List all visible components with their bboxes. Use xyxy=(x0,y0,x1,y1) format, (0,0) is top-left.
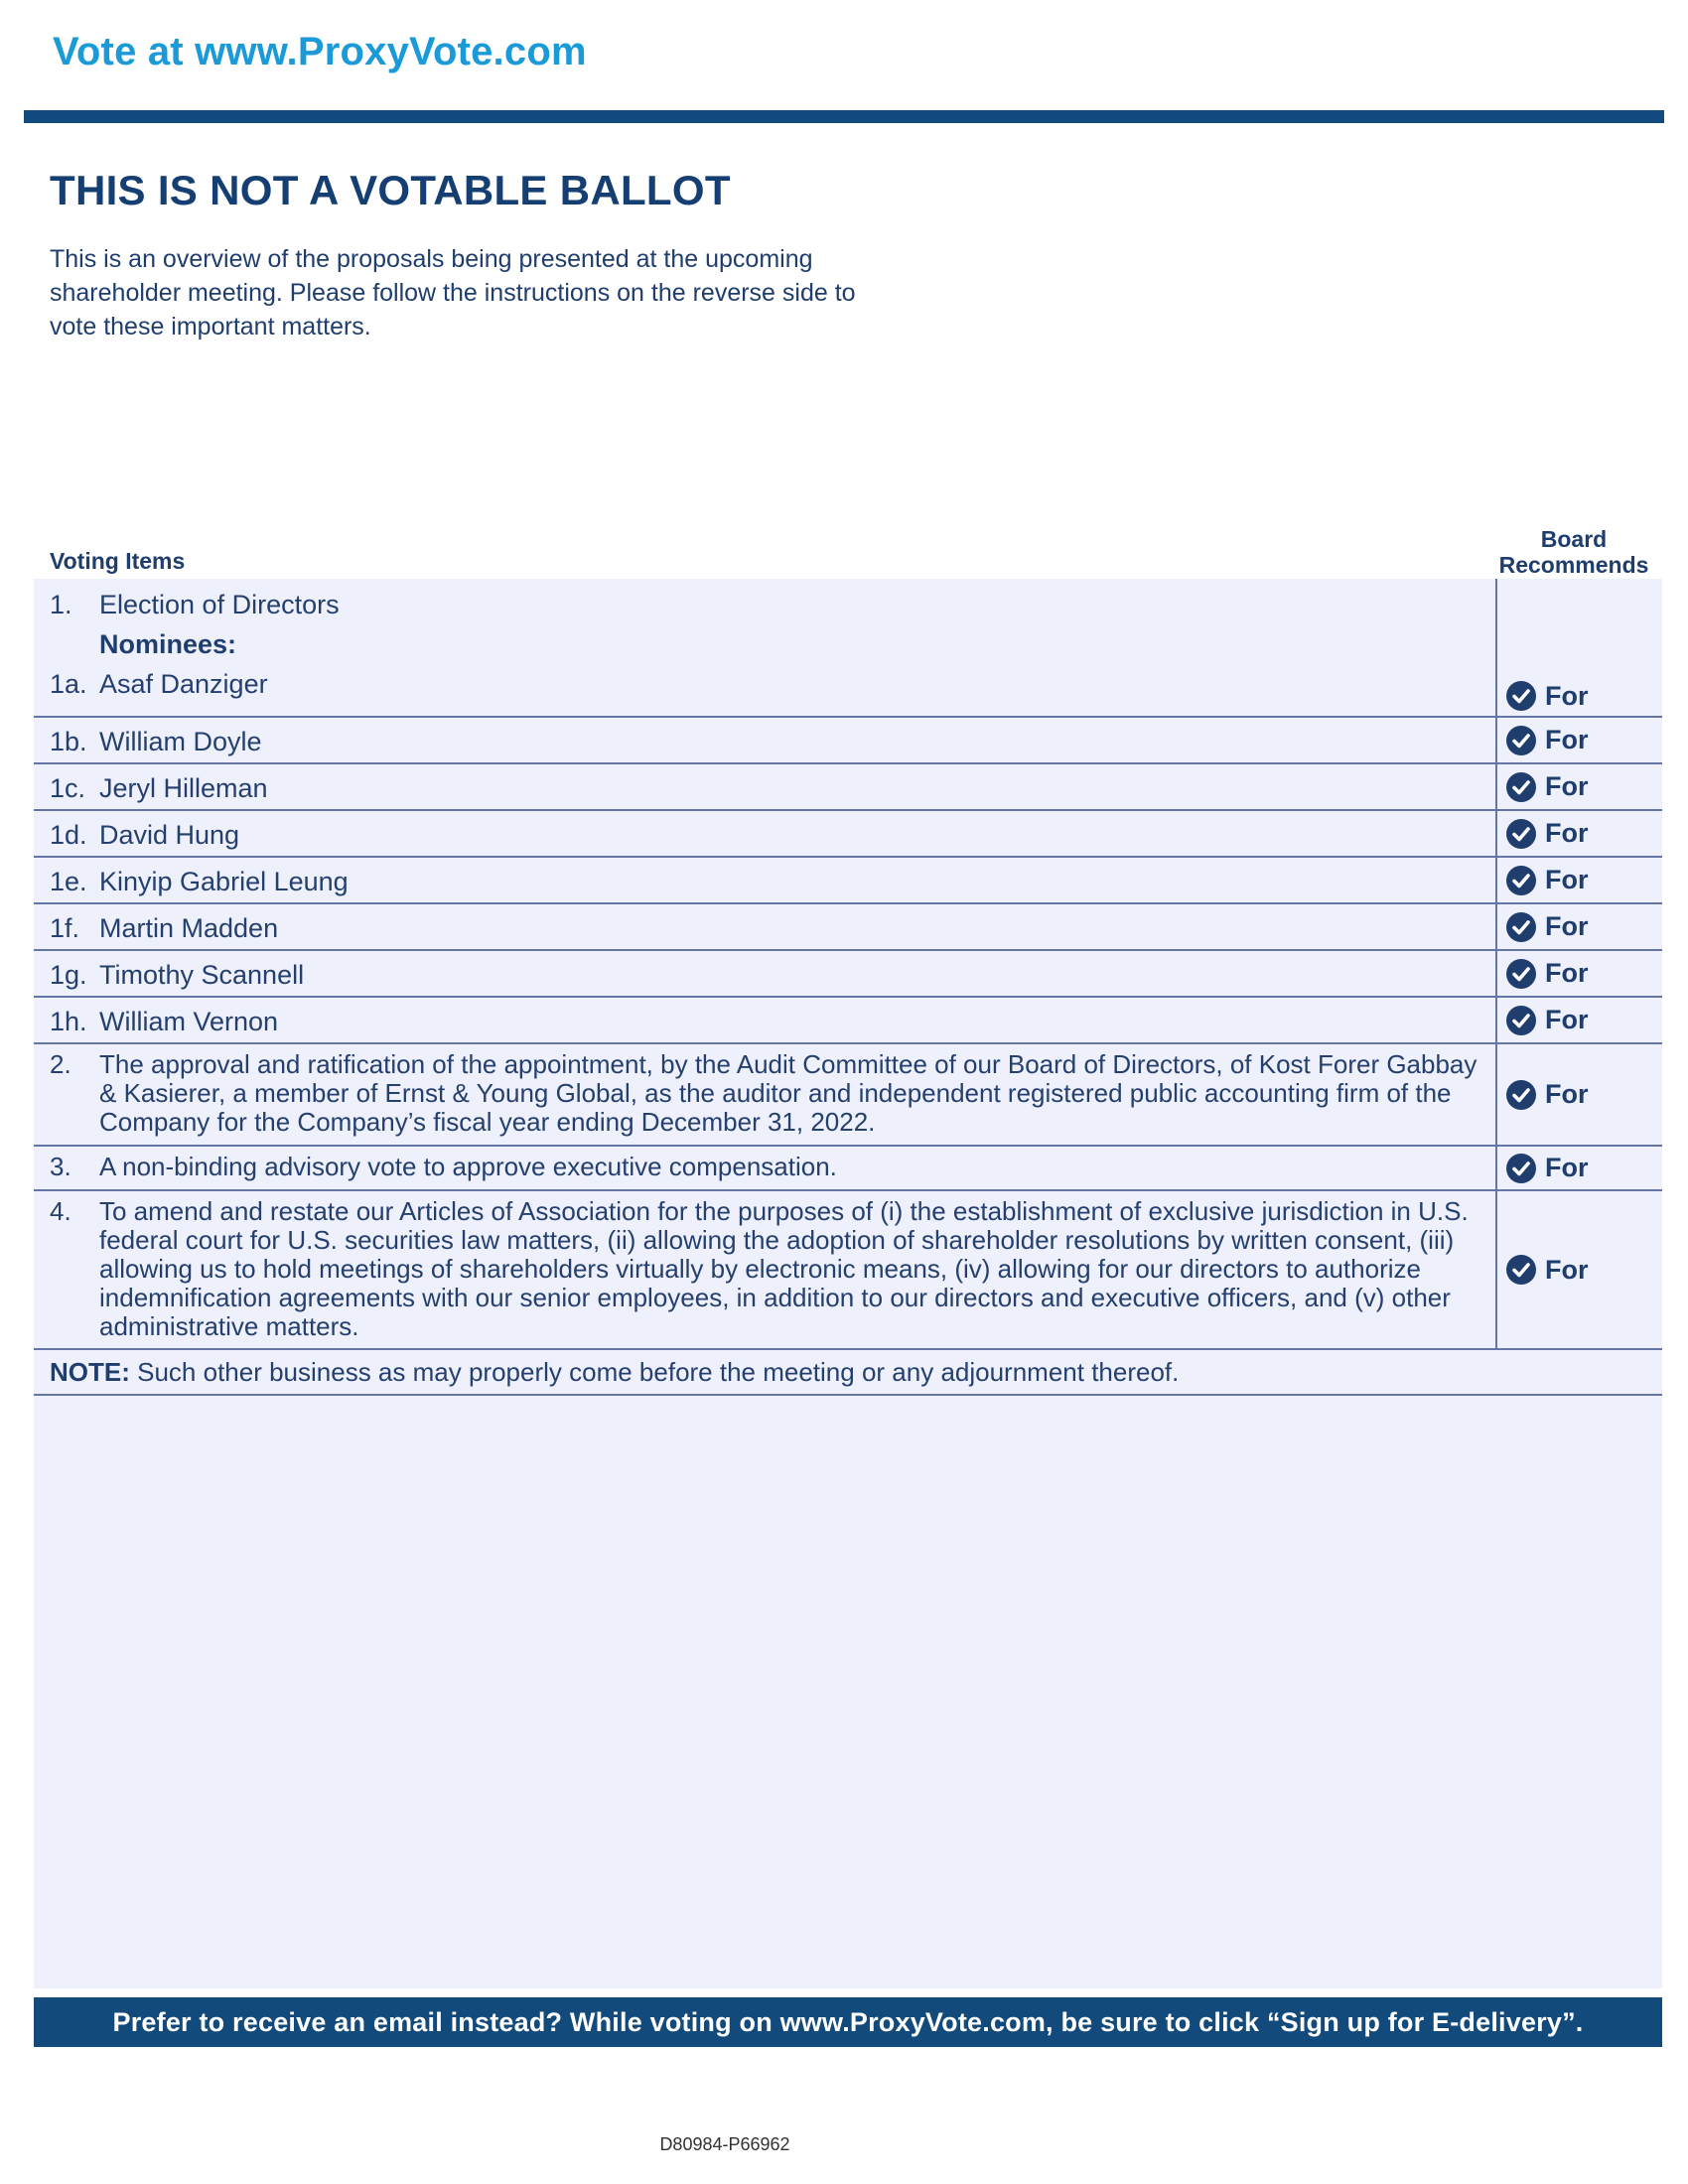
board-recommendation xyxy=(1505,911,1589,943)
page-title: THIS IS NOT A VOTABLE BALLOT xyxy=(50,167,731,213)
check-circle-icon xyxy=(1505,680,1537,712)
proposal-row xyxy=(34,1147,1662,1191)
nominee-row xyxy=(34,718,1662,764)
proposal-row xyxy=(34,1191,1662,1350)
nominee-row xyxy=(34,811,1662,858)
board-recommendation xyxy=(1505,1079,1589,1111)
recommendation-label: For xyxy=(1545,1079,1589,1109)
nominee-number: 1b. xyxy=(50,727,87,756)
e-delivery-banner: Prefer to receive an email instead? While voting on www.ProxyVote.com, be sure to click “Sign up for E-delivery”. xyxy=(34,1997,1662,2047)
voting-items-header: Voting Items xyxy=(50,548,186,574)
nominee-number: 1h. xyxy=(50,1007,87,1036)
board-header-line1: Board xyxy=(1540,526,1608,552)
recommendation-label: For xyxy=(1545,725,1589,754)
nominee-number: 1c. xyxy=(50,773,86,803)
nominee-name: Asaf Danziger xyxy=(99,669,268,699)
nominee-row xyxy=(34,998,1662,1044)
recommendation-label: For xyxy=(1545,818,1589,848)
proposal-text: To amend and restate our Articles of Association for the purposes of (i) the establishment of exclusive jurisdiction in U.S. federal court for U.S. securities law matters, (ii) allowing the adoption of shareholder resolutions by written consent, (iii) allowing us to hold meetings of shareholders virtually by electronic means, (iv) allowing for our directors to authorize indemnification agreements with our senior employees, in addition to our directors and executive officers, and (v) other administrative matters. xyxy=(99,1196,1469,1341)
nominee-row xyxy=(34,858,1662,904)
board-recommendation xyxy=(1505,958,1589,990)
board-recommendation xyxy=(1505,680,1589,712)
check-circle-icon xyxy=(1505,771,1537,803)
nominee-row xyxy=(34,904,1662,951)
nominee-row xyxy=(34,764,1662,811)
check-circle-icon xyxy=(1505,1153,1537,1184)
recommendation-label: For xyxy=(1545,1153,1589,1182)
proposal-row xyxy=(34,1044,1662,1147)
nominees-label: Nominees: xyxy=(99,629,237,659)
intro-text: This is an overview of the proposals being presented at the upcoming shareholder meeting. Please follow the instructions on the reverse side to vote these important matters. xyxy=(50,245,856,341)
nominee-name: William Doyle xyxy=(99,727,262,756)
item-number: 2. xyxy=(50,1049,71,1079)
proposal-text: A non-binding advisory vote to approve executive compensation. xyxy=(99,1152,837,1181)
election-row xyxy=(34,579,1662,718)
recommendation-label: For xyxy=(1545,771,1589,801)
recommendation-label: For xyxy=(1545,680,1589,711)
recommendation-label: For xyxy=(1545,1254,1589,1285)
nominee-number: 1g. xyxy=(50,960,87,990)
check-circle-icon xyxy=(1505,958,1537,990)
nominee-name: David Hung xyxy=(99,820,240,850)
recommendation-label: For xyxy=(1545,865,1589,894)
nominee-name: William Vernon xyxy=(99,1007,279,1036)
check-circle-icon xyxy=(1505,865,1537,896)
board-recommends-header xyxy=(1494,526,1653,578)
recommendation-label: For xyxy=(1545,911,1589,941)
item-number: 1. xyxy=(50,590,72,619)
board-header-line2: Recommends xyxy=(1498,552,1649,578)
nominee-row xyxy=(34,951,1662,998)
nominee-name: Timothy Scannell xyxy=(99,960,305,990)
note-row xyxy=(34,1350,1662,1396)
board-recommendation xyxy=(1505,1254,1589,1286)
check-circle-icon xyxy=(1505,818,1537,850)
document-id: D80984-P66962 xyxy=(659,2134,790,2154)
note-text: Such other business as may properly come before the meeting or any adjournment thereof. xyxy=(137,1357,1180,1387)
nominee-number: 1a. xyxy=(50,669,87,699)
check-circle-icon xyxy=(1505,1079,1537,1111)
board-recommendation xyxy=(1505,1153,1589,1184)
check-circle-icon xyxy=(1505,725,1537,756)
board-recommendation xyxy=(1505,1005,1589,1036)
check-circle-icon xyxy=(1505,1254,1537,1286)
item-text: Election of Directors xyxy=(99,590,340,619)
item-number: 3. xyxy=(50,1152,71,1181)
nominee-number: 1e. xyxy=(50,867,87,896)
note-label: NOTE: xyxy=(50,1357,130,1387)
proxyvote-header-link[interactable]: Vote at www.ProxyVote.com xyxy=(53,30,587,73)
item-number: 4. xyxy=(50,1196,71,1226)
board-recommendation xyxy=(1505,771,1589,803)
voting-items xyxy=(34,579,1662,1396)
header-rule xyxy=(24,110,1664,123)
proposal-text: The approval and ratification of the appointment, by the Audit Committee of our Board of Directors, of Kost Forer Gabbay & Kasierer, a member of Ernst & Young Global, as the auditor and independent registered public accounting firm of the Company for the Company’s fiscal year ending December 31, 2022. xyxy=(99,1049,1477,1137)
board-recommendation xyxy=(1505,865,1589,896)
recommendation-label: For xyxy=(1545,958,1589,988)
nominee-name: Martin Madden xyxy=(99,913,279,943)
nominee-name: Kinyip Gabriel Leung xyxy=(99,867,349,896)
check-circle-icon xyxy=(1505,911,1537,943)
nominee-number: 1d. xyxy=(50,820,87,850)
check-circle-icon xyxy=(1505,1005,1537,1036)
recommendation-label: For xyxy=(1545,1005,1589,1034)
board-recommendation xyxy=(1505,818,1589,850)
board-recommendation xyxy=(1505,725,1589,756)
nominee-number: 1f. xyxy=(50,913,80,943)
nominee-name: Jeryl Hilleman xyxy=(99,773,268,803)
